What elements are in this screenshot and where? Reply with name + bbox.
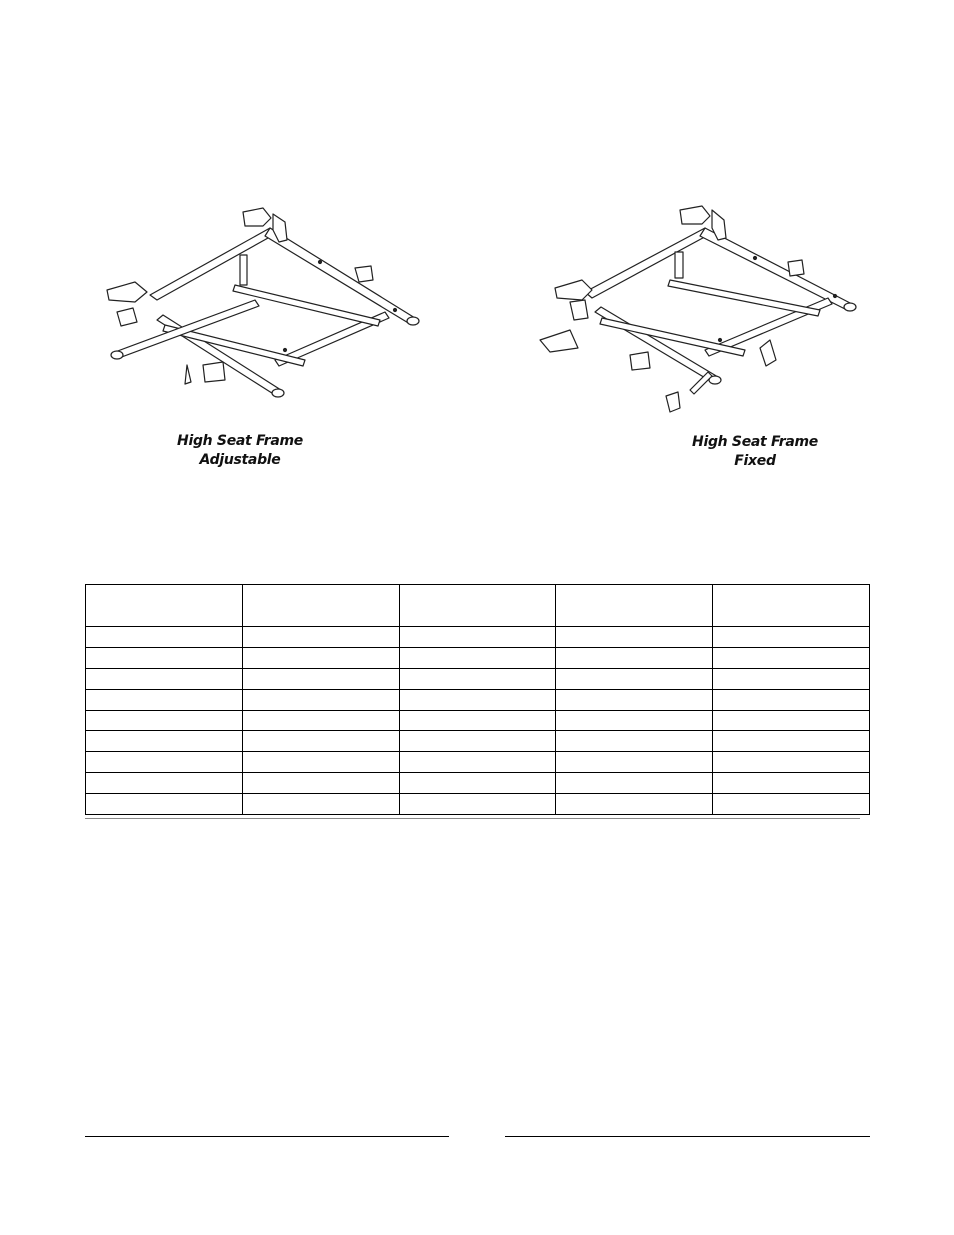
table-cell xyxy=(86,773,243,794)
table-cell xyxy=(242,647,399,668)
table-cell xyxy=(713,668,870,689)
table-row xyxy=(86,773,870,794)
table-row xyxy=(86,752,870,773)
table-cell xyxy=(399,752,556,773)
table-cell xyxy=(86,794,243,815)
header-cell xyxy=(399,585,556,627)
caption-line-2: Fixed xyxy=(734,453,776,469)
table-cell xyxy=(242,773,399,794)
table-row xyxy=(86,627,870,648)
table-cell xyxy=(713,731,870,752)
table-cell xyxy=(399,710,556,731)
header-cell xyxy=(86,585,243,627)
table-cell xyxy=(556,689,713,710)
table-cell xyxy=(242,731,399,752)
table-cell xyxy=(556,794,713,815)
table-cell xyxy=(399,627,556,648)
table-row xyxy=(86,710,870,731)
table-cell xyxy=(713,647,870,668)
table-row xyxy=(86,794,870,815)
table-cell xyxy=(399,794,556,815)
table-cell xyxy=(556,647,713,668)
table-cell xyxy=(556,731,713,752)
table-bottom-rule xyxy=(85,818,860,819)
table-cell xyxy=(556,773,713,794)
table-cell xyxy=(556,752,713,773)
table-cell xyxy=(86,689,243,710)
header-cell xyxy=(242,585,399,627)
caption-line-2: Adjustable xyxy=(199,452,281,468)
parts-table xyxy=(85,584,870,815)
figure-caption-adjustable xyxy=(150,432,330,470)
table-cell xyxy=(556,668,713,689)
table-cell xyxy=(556,710,713,731)
table-cell xyxy=(713,794,870,815)
table-cell xyxy=(242,710,399,731)
table-cell xyxy=(242,689,399,710)
high-seat-frame-fixed-illustration xyxy=(530,200,870,425)
high-seat-frame-adjustable-illustration xyxy=(95,200,435,415)
table-cell xyxy=(713,752,870,773)
table-cell xyxy=(242,627,399,648)
table-header-row xyxy=(86,585,870,627)
table-cell xyxy=(86,647,243,668)
table-cell xyxy=(86,668,243,689)
table-cell xyxy=(399,773,556,794)
table-cell xyxy=(242,752,399,773)
table-cell xyxy=(399,668,556,689)
table-row xyxy=(86,668,870,689)
figure-caption-fixed xyxy=(665,433,845,471)
header-cell xyxy=(556,585,713,627)
table-row xyxy=(86,731,870,752)
caption-line-1: High Seat Frame xyxy=(692,434,818,450)
table-cell xyxy=(713,689,870,710)
table-cell xyxy=(242,668,399,689)
table-cell xyxy=(399,647,556,668)
table-row xyxy=(86,647,870,668)
footer-rule-left xyxy=(85,1136,449,1137)
table-cell xyxy=(86,752,243,773)
table-cell xyxy=(713,627,870,648)
caption-line-1: High Seat Frame xyxy=(177,433,303,449)
table-cell xyxy=(86,731,243,752)
table-row xyxy=(86,689,870,710)
table-cell xyxy=(713,773,870,794)
table-cell xyxy=(556,627,713,648)
table-cell xyxy=(399,689,556,710)
table-cell xyxy=(399,731,556,752)
table-cell xyxy=(86,627,243,648)
table-cell xyxy=(242,794,399,815)
table-cell xyxy=(713,710,870,731)
footer-rule-right xyxy=(505,1136,870,1137)
header-cell xyxy=(713,585,870,627)
table-cell xyxy=(86,710,243,731)
